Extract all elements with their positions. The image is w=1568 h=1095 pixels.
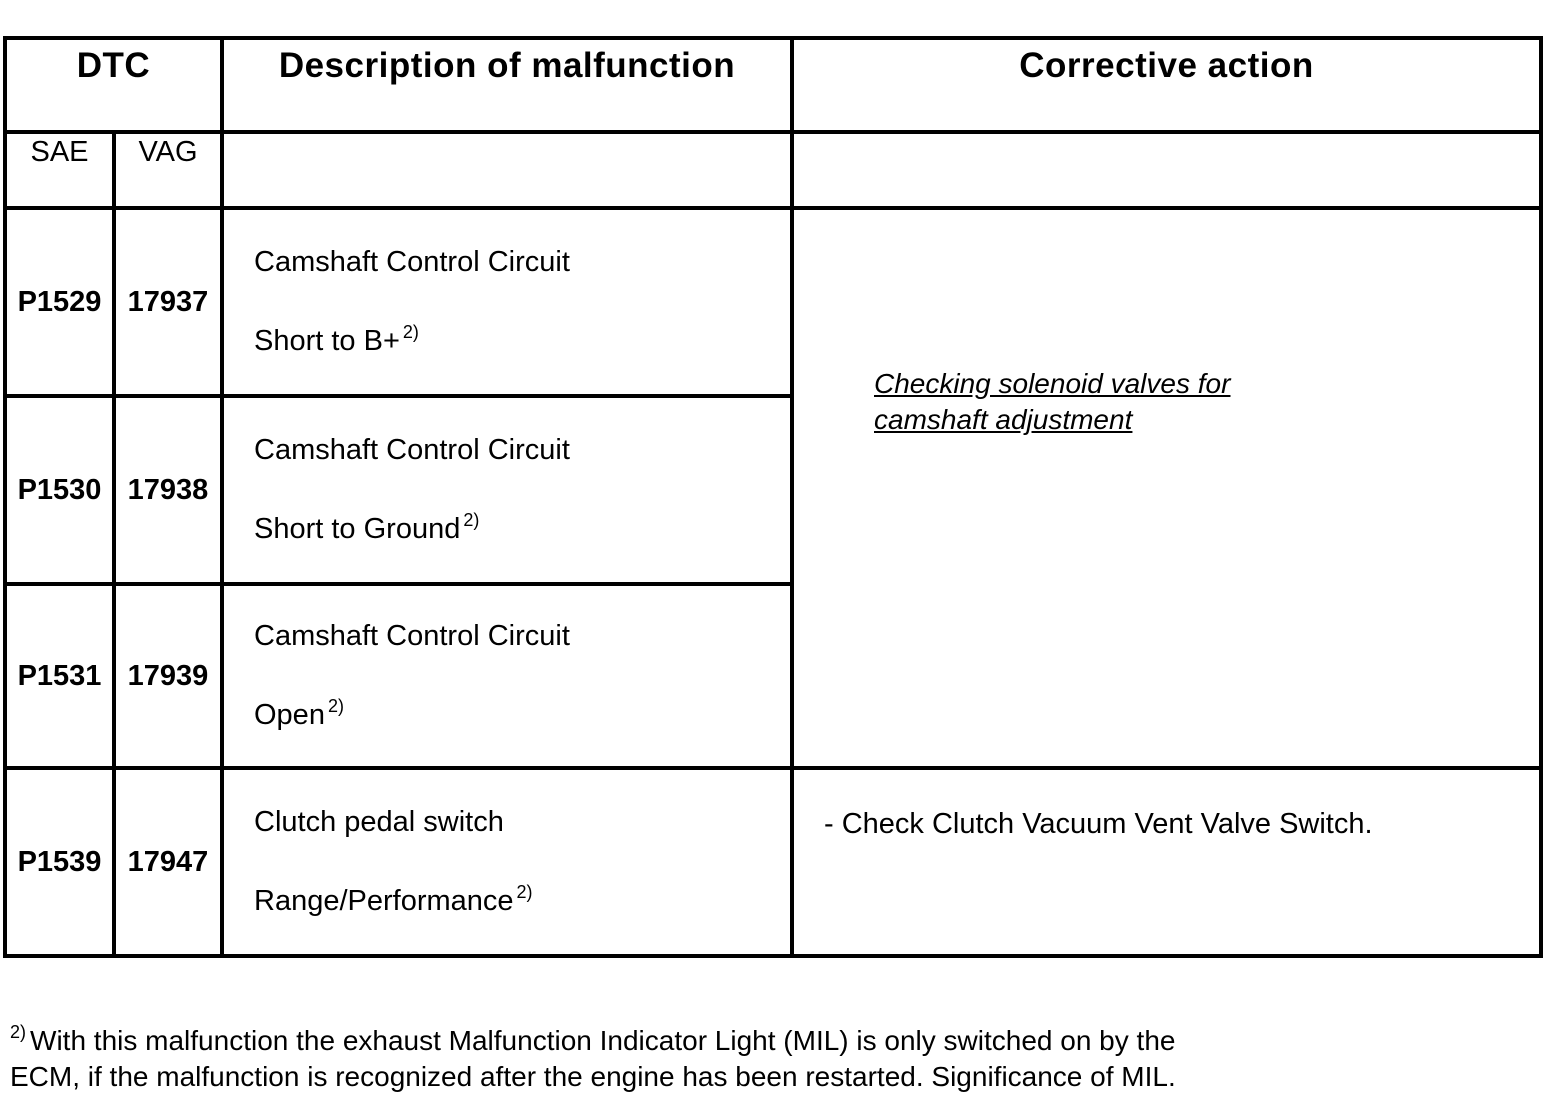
header-sae: SAE	[5, 132, 114, 208]
description-line-1: Camshaft Control Circuit	[254, 620, 570, 652]
description-line-2	[254, 511, 790, 544]
footnote-marker: 2)	[516, 882, 533, 902]
description-line-1: Camshaft Control Circuit	[254, 434, 570, 466]
sae-code: P1529	[5, 208, 114, 396]
malfunction-description	[222, 584, 792, 768]
vag-code: 17939	[114, 584, 222, 768]
subheader-description-empty	[222, 132, 792, 208]
description-line-1: Clutch pedal switch	[254, 806, 504, 838]
description-line-2	[254, 323, 790, 356]
header-dtc: DTC	[5, 38, 222, 132]
description-line-2	[254, 883, 790, 916]
description-text: Open	[254, 699, 325, 731]
description-line-2	[254, 697, 790, 730]
link-line-2[interactable]: camshaft adjustment	[874, 404, 1133, 436]
footnote-marker: 2)	[327, 696, 344, 716]
malfunction-description	[222, 396, 792, 584]
sae-code: P1539	[5, 768, 114, 956]
solenoid-valves-link[interactable]	[874, 368, 1230, 435]
subheader-action-empty	[792, 132, 1541, 208]
vag-code: 17938	[114, 396, 222, 584]
malfunction-description	[222, 768, 792, 956]
footnote-line-2: ECM, if the malfunction is recognized after the engine has been restarted. Significance of MIL.	[10, 1061, 1176, 1092]
table-row	[5, 208, 1541, 396]
footnote-marker: 2)	[402, 322, 419, 342]
table-row	[5, 768, 1541, 956]
vag-code: 17947	[114, 768, 222, 956]
header-corrective-action: Corrective action	[792, 38, 1541, 132]
footnote-line-1	[10, 1014, 1550, 1059]
malfunction-description	[222, 208, 792, 396]
table-header-row	[5, 38, 1541, 132]
link-line-1[interactable]: Checking solenoid valves for	[874, 368, 1231, 399]
vag-code: 17937	[114, 208, 222, 396]
description-text: Short to Ground	[254, 513, 461, 545]
description-text: Short to B+	[254, 325, 400, 357]
footnote-marker: 2)	[10, 1022, 27, 1042]
header-description: Description of malfunction	[222, 38, 792, 132]
footnote	[10, 1014, 1550, 1095]
table-subheader-row	[5, 132, 1541, 208]
header-vag: VAG	[114, 132, 222, 208]
sae-code: P1530	[5, 396, 114, 584]
footnote-marker: 2)	[463, 510, 480, 530]
dtc-table	[3, 36, 1543, 958]
description-line-1: Camshaft Control Circuit	[254, 246, 570, 278]
sae-code: P1531	[5, 584, 114, 768]
corrective-action-clutch: - Check Clutch Vacuum Vent Valve Switch.	[792, 768, 1541, 956]
footnote-text-1: With this malfunction the exhaust Malfunction Indicator Light (MIL) is only switched on by the	[30, 1025, 1176, 1056]
description-text: Range/Performance	[254, 885, 514, 917]
corrective-action-solenoid	[792, 208, 1541, 768]
